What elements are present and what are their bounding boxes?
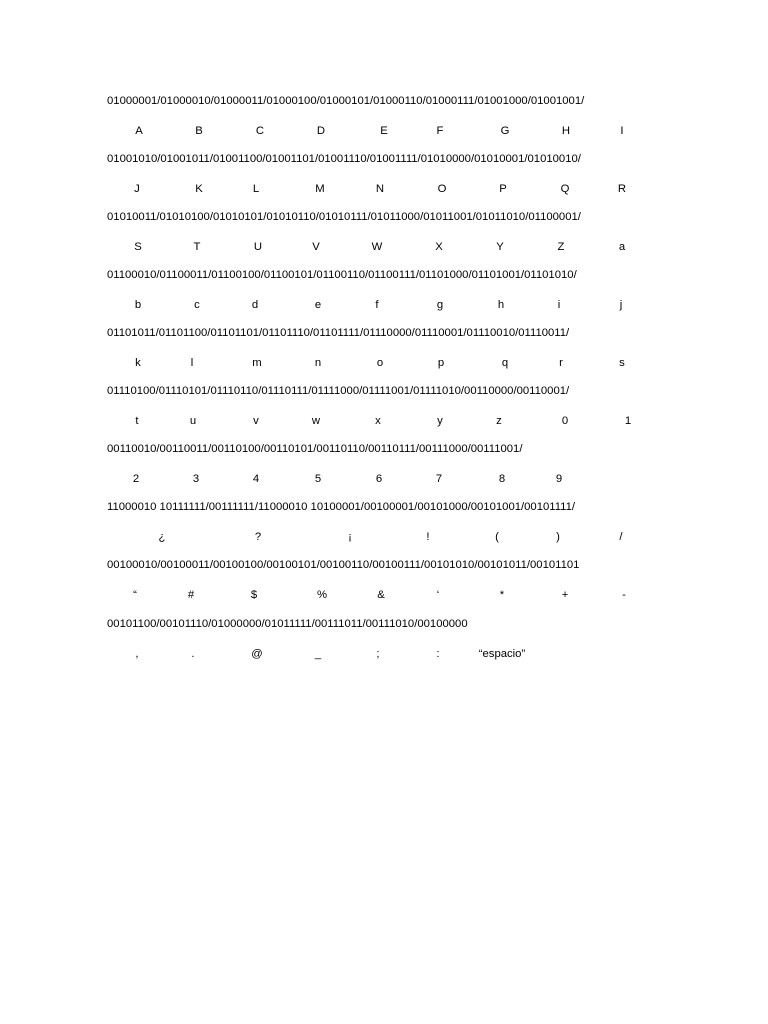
character-label: ¿ [158, 531, 166, 543]
character-row [0, 413, 768, 429]
character-label: g [436, 299, 444, 311]
character-label: y [437, 415, 443, 427]
character-label: u [189, 415, 197, 427]
character-label: s [619, 357, 625, 369]
character-row [0, 297, 768, 313]
character-label: ‘ [436, 589, 440, 601]
character-label: J [134, 183, 140, 195]
code-block-b-j [0, 267, 768, 325]
character-label: 9 [555, 473, 563, 485]
character-label: 1 [624, 415, 632, 427]
character-label: L [252, 183, 260, 195]
character-label: E [380, 125, 388, 137]
character-label: “espacio” [478, 648, 526, 660]
character-label: z [496, 415, 502, 427]
character-label: 3 [192, 473, 200, 485]
code-block-t-1 [0, 383, 768, 441]
character-row [0, 471, 768, 487]
character-label: G [500, 125, 510, 137]
code-block-2-9 [0, 441, 768, 499]
character-label: d [251, 299, 259, 311]
character-label: k [135, 357, 141, 369]
character-label: _ [314, 648, 322, 660]
character-label: V [312, 241, 320, 253]
character-label: r [559, 357, 563, 369]
binary-code-line: 01001010/01001011/01001100/01001101/01001110/01001111/01010000/01010001/01010010/ [107, 153, 581, 165]
character-label: M [315, 183, 325, 195]
character-label: 2 [132, 473, 140, 485]
character-label: ? [254, 531, 262, 543]
character-label: $ [250, 589, 258, 601]
character-label: N [375, 183, 385, 195]
code-block-k-s [0, 325, 768, 383]
character-label: 0 [561, 415, 569, 427]
character-label: 8 [498, 473, 506, 485]
character-label: ( [495, 531, 499, 543]
binary-code-line: 01110100/01110101/01110110/01110111/01111000/01111001/01111010/00110000/00110001/ [107, 385, 570, 397]
code-block-a-i [0, 93, 768, 151]
character-label: j [619, 299, 623, 311]
character-label: X [435, 241, 443, 253]
character-label: 7 [435, 473, 443, 485]
character-label: H [561, 125, 571, 137]
character-label: t [135, 415, 139, 427]
character-label: P [499, 183, 507, 195]
character-label: 6 [375, 473, 383, 485]
code-block-s-a [0, 209, 768, 267]
character-label: e [314, 299, 322, 311]
character-label: % [316, 589, 328, 601]
character-label: : [436, 648, 440, 660]
character-label: w [311, 415, 321, 427]
character-row [0, 529, 768, 545]
character-label: - [622, 589, 626, 601]
character-row [0, 239, 768, 255]
character-label: B [195, 125, 203, 137]
character-label: c [194, 299, 200, 311]
character-label: Z [557, 241, 565, 253]
character-label: 4 [252, 473, 260, 485]
character-row [0, 181, 768, 197]
character-label: 5 [314, 473, 322, 485]
character-label: * [499, 589, 505, 601]
character-label: ; [376, 648, 380, 660]
character-label: . [191, 648, 195, 660]
character-label: x [375, 415, 381, 427]
character-label: a [618, 241, 626, 253]
character-label: n [314, 357, 322, 369]
character-label: p [437, 357, 445, 369]
code-block-punctuation-2 [0, 557, 768, 615]
character-label: W [371, 241, 383, 253]
code-block-j-r [0, 151, 768, 209]
character-label: m [252, 357, 262, 369]
binary-code-line: 00100010/00100011/00100100/00100101/00100110/00100111/00101010/00101011/00101101 [107, 559, 580, 571]
binary-code-line: 00110010/00110011/00110100/00110101/00110110/00110111/00111000/00111001/ [107, 443, 523, 455]
character-label: # [187, 589, 195, 601]
character-label: “ [133, 589, 137, 601]
character-label: q [501, 357, 509, 369]
character-label: b [134, 299, 142, 311]
character-label: @ [251, 648, 263, 660]
character-label: S [134, 241, 142, 253]
character-label: + [561, 589, 569, 601]
character-label: , [135, 648, 139, 660]
character-row [0, 587, 768, 603]
code-block-punctuation-1 [0, 499, 768, 557]
character-label: O [437, 183, 447, 195]
character-label: C [255, 125, 265, 137]
character-row [0, 646, 768, 662]
character-label: I [620, 125, 624, 137]
character-label: U [253, 241, 263, 253]
character-label: ¡ [348, 531, 352, 543]
binary-code-line: 01101011/01101100/01101101/01101110/01101111/01110000/01110001/01110010/01110011/ [107, 327, 570, 339]
character-label: ! [426, 531, 430, 543]
character-label: / [619, 531, 623, 543]
binary-code-line: 01100010/01100011/01100100/01100101/01100110/01100111/01101000/01101001/01101010/ [107, 269, 577, 281]
character-label: T [193, 241, 201, 253]
character-label: F [436, 125, 444, 137]
binary-code-line: 01000001/01000010/01000011/01000100/01000101/01000110/01000111/01001000/01001001/ [107, 95, 585, 107]
character-label: Y [496, 241, 504, 253]
binary-code-line: 11000010 10111111/00111111/11000010 10100001/00100001/00101000/00101001/00101111/ [107, 501, 576, 513]
character-label: i [557, 299, 561, 311]
character-label: D [316, 125, 326, 137]
character-label: f [375, 299, 379, 311]
character-label: R [617, 183, 627, 195]
binary-code-line: 01010011/01010100/01010101/01010110/01010111/01011000/01011001/01011010/01100001/ [107, 211, 581, 223]
code-block-punctuation-3 [0, 616, 768, 674]
character-label: v [253, 415, 259, 427]
character-label: l [190, 357, 194, 369]
character-label: A [135, 125, 143, 137]
character-label: & [377, 589, 385, 601]
character-row [0, 123, 768, 139]
character-label: Q [560, 183, 570, 195]
character-label: o [376, 357, 384, 369]
binary-code-line: 00101100/00101110/01000000/01011111/00111011/00111010/00100000 [107, 618, 468, 630]
character-row [0, 355, 768, 371]
character-label: ) [556, 531, 560, 543]
character-label: K [195, 183, 203, 195]
character-label: h [497, 299, 505, 311]
